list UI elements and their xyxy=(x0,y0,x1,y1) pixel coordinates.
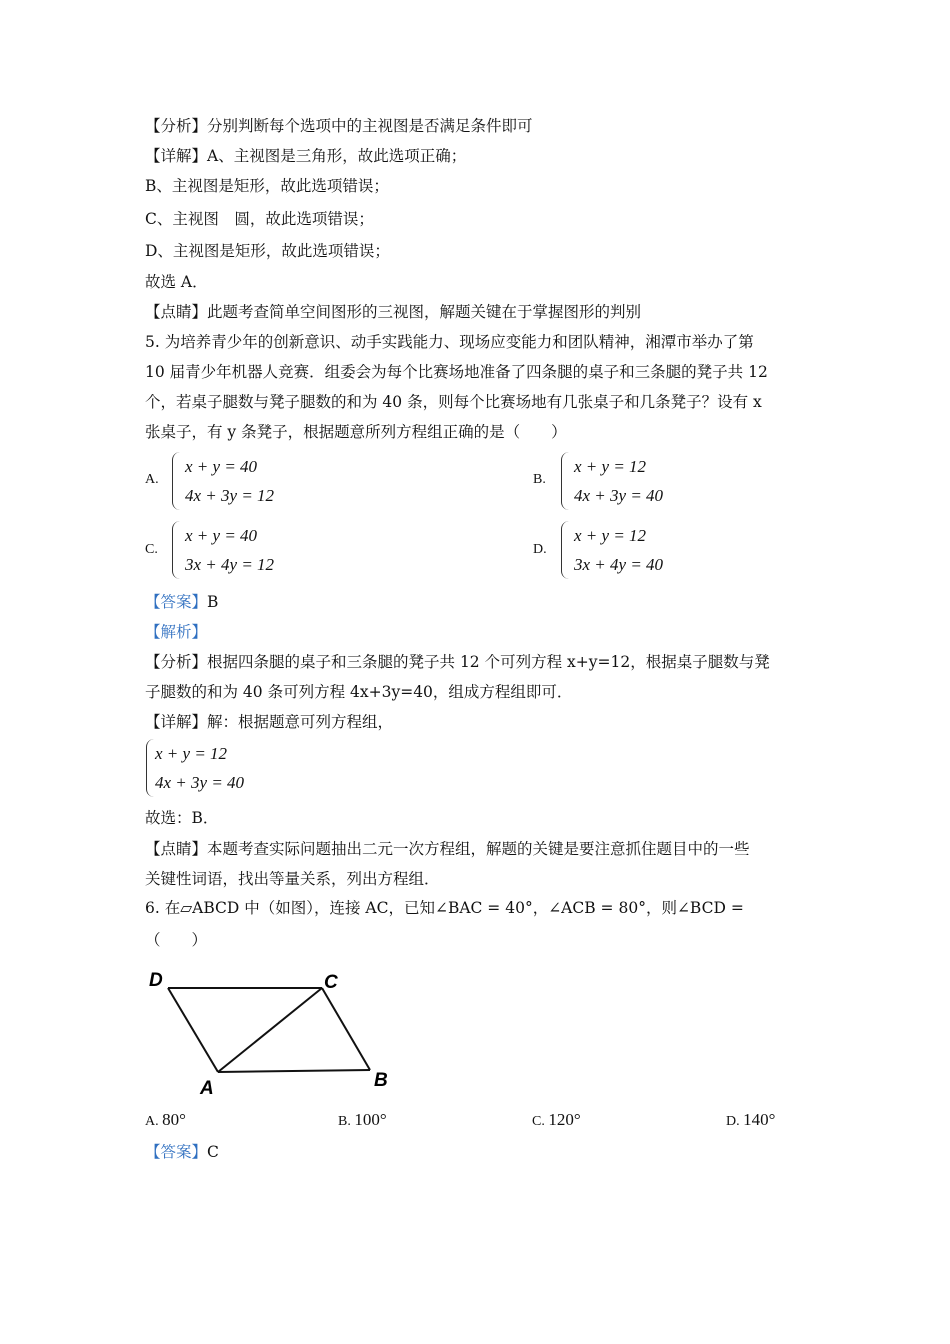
q5-analysis xyxy=(145,652,770,672)
q5-line: 5. 为培养青少年的创新意识、动手实践能力、现场应变能力和团队精神，湘潭市举办了第 xyxy=(145,333,754,351)
eq: 3x + 4y = 40 xyxy=(574,555,664,574)
label: C. xyxy=(532,1114,545,1129)
tag: 【详解】 xyxy=(145,147,208,165)
value: 120° xyxy=(548,1110,581,1129)
q5-detail xyxy=(145,712,393,732)
q5-choose: 故选：B． xyxy=(145,809,219,827)
eq: 4x + 3y = 40 xyxy=(155,773,245,792)
q4-detail-d: D、主视图是矩形，故此选项错误； xyxy=(145,242,390,260)
vertex-c: C xyxy=(324,972,338,993)
q4-detail xyxy=(145,146,466,166)
edge-ab xyxy=(218,1070,370,1072)
option-b-system xyxy=(561,452,663,510)
option-label: C. xyxy=(145,542,158,557)
q5-comment-2: 关键性词语，找出等量关系，列出方程组． xyxy=(145,870,440,888)
eq: 4x + 3y = 12 xyxy=(185,486,275,505)
q5-solution-system xyxy=(146,739,244,797)
answer: C xyxy=(207,1143,219,1161)
option-a-system xyxy=(172,452,274,510)
q4-detail-c: C、主视图 圆，故此选项错误； xyxy=(145,210,374,228)
eq: 3x + 4y = 12 xyxy=(185,555,275,574)
eq: 4x + 3y = 40 xyxy=(574,486,664,505)
tag: 【点睛】 xyxy=(145,840,208,858)
parallelogram-figure xyxy=(140,960,420,1100)
vertex-a: A xyxy=(200,1078,214,1099)
label: B. xyxy=(338,1114,351,1129)
text: 本题考查实际问题抽出二元一次方程组，解题的关键是要注意抓住题目中的一些 xyxy=(207,840,750,858)
q6-blank: （ ） xyxy=(145,931,208,949)
text: A、主视图是三角形，故此选项正确； xyxy=(207,147,467,165)
tag: 【答案】 xyxy=(145,1143,208,1161)
edge-da xyxy=(168,988,218,1072)
q5-explain-tag: 【解析】 xyxy=(145,623,208,641)
tag: 【分析】 xyxy=(145,653,208,671)
tag: 【详解】 xyxy=(145,713,208,731)
answer: B xyxy=(207,593,219,611)
text: 此题考查简单空间图形的三视图，解题关键在于掌握图形的判别 xyxy=(207,303,642,321)
option-d-system xyxy=(561,521,663,579)
value: 80° xyxy=(162,1110,186,1129)
tag: 【分析】 xyxy=(145,117,208,135)
eq: x + y = 40 xyxy=(185,457,258,476)
eq: x + y = 12 xyxy=(574,526,647,545)
vertex-b: B xyxy=(374,1070,388,1091)
option-label: D. xyxy=(533,542,547,557)
text: 解：根据题意可列方程组， xyxy=(207,713,394,731)
vertex-d: D xyxy=(149,970,163,991)
q5-analysis-2: 子腿数的和为 40 条可列方程 4x+3y=40，组成方程组即可． xyxy=(145,683,573,701)
q6-option-d xyxy=(726,1110,775,1130)
option-label: A. xyxy=(145,472,159,487)
q6-option-c xyxy=(532,1110,581,1130)
text: 分别判断每个选项中的主视图是否满足条件即可 xyxy=(207,117,533,135)
q4-choose: 故选 A． xyxy=(145,273,208,291)
edge-cb xyxy=(322,988,370,1070)
q6-question: 6. 在▱ABCD 中（如图），连接 AC，已知∠BAC = 40°，∠ACB = 80°，则∠BCD = xyxy=(145,899,744,917)
value: 100° xyxy=(354,1110,387,1129)
q5-line: 张桌子，有 y 条凳子，根据题意所列方程组正确的是（ ） xyxy=(145,423,567,441)
q6-option-b xyxy=(338,1110,387,1130)
label: D. xyxy=(726,1114,740,1129)
diagonal-ac xyxy=(218,988,322,1072)
option-c-system xyxy=(172,521,274,579)
q5-line: 个，若桌子腿数与凳子腿数的和为 40 条，则每个比赛场地有几张桌子和几条凳子？设有 x xyxy=(145,393,762,411)
eq: x + y = 12 xyxy=(155,744,228,763)
q6-answer xyxy=(145,1142,219,1162)
q4-detail-b: B、主视图是矩形，故此选项错误； xyxy=(145,177,389,195)
q4-comment xyxy=(145,302,641,322)
q5-answer xyxy=(145,592,218,612)
eq: x + y = 12 xyxy=(574,457,647,476)
eq: x + y = 40 xyxy=(185,526,258,545)
text: 根据四条腿的桌子和三条腿的凳子共 12 个可列方程 x+y=12，根据桌子腿数与凳 xyxy=(207,653,770,671)
label: A. xyxy=(145,1114,159,1129)
q5-line: 10 届青少年机器人竞赛．组委会为每个比赛场地准备了四条腿的桌子和三条腿的凳子共 12 xyxy=(145,363,768,381)
q5-comment xyxy=(145,839,750,859)
q6-option-a xyxy=(145,1110,186,1130)
tag: 【点睛】 xyxy=(145,303,208,321)
tag: 【答案】 xyxy=(145,593,208,611)
value: 140° xyxy=(743,1110,776,1129)
option-label: B. xyxy=(533,472,546,487)
q4-analysis xyxy=(145,116,533,136)
